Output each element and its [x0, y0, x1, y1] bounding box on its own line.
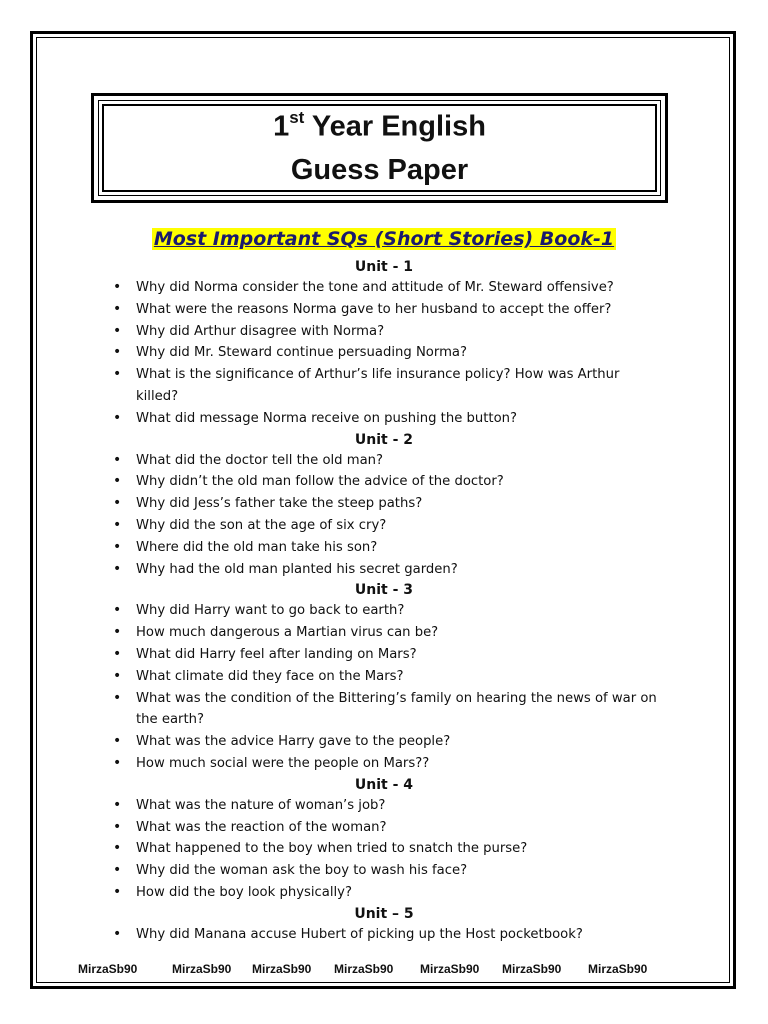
question-item: • What climate did they face on the Mars? — [0, 666, 768, 688]
question-list — [0, 924, 768, 946]
question-item: • Why did Harry want to go back to earth? — [0, 600, 768, 622]
question-item: • Why did Norma consider the tone and attitude of Mr. Steward offensive? — [0, 277, 768, 299]
question-item: • Why didn’t the old man follow the advice of the doctor? — [0, 471, 768, 493]
question-item: • How much social were the people on Mars?? — [0, 753, 768, 775]
footer-watermark: MirzaSb90 — [588, 962, 648, 976]
unit-heading: Unit - 1 — [354, 259, 414, 275]
title-line-2: Guess Paper — [290, 154, 469, 186]
question-item: • Why had the old man planted his secret garden? — [0, 559, 768, 581]
question-item: • What did message Norma receive on pushing the button? — [0, 408, 768, 430]
footer-watermark: MirzaSb90 — [78, 962, 138, 976]
question-item: • How did the boy look physically? — [0, 882, 768, 904]
question-item: • Why did Manana accuse Hubert of picking up the Host pocketbook? — [0, 924, 768, 946]
unit-heading: Unit - 3 — [354, 582, 414, 599]
question-item: • Why did Mr. Steward continue persuading Norma? — [0, 342, 768, 364]
question-list — [0, 450, 768, 581]
question-list — [0, 795, 768, 904]
question-item: • Why did the son at the age of six cry? — [0, 515, 768, 537]
footer-watermark: MirzaSb90 — [420, 962, 480, 976]
question-item: • What were the reasons Norma gave to her husband to accept the offer? — [0, 299, 768, 321]
title-text: Year English — [304, 110, 486, 143]
question-list — [0, 600, 768, 774]
question-item: • How much dangerous a Martian virus can be? — [0, 622, 768, 644]
footer-watermark: MirzaSb90 — [252, 962, 312, 976]
title-box — [91, 93, 668, 203]
question-list — [0, 277, 768, 430]
question-item: • What was the advice Harry gave to the people? — [0, 731, 768, 753]
unit-heading: Unit – 5 — [354, 905, 414, 922]
question-item: • What happened to the boy when tried to snatch the purse? — [0, 838, 768, 860]
footer-watermark: MirzaSb90 — [334, 962, 394, 976]
title-number: 1 — [273, 110, 290, 143]
footer — [78, 962, 678, 978]
question-item: • Why did the woman ask the boy to wash his face? — [0, 860, 768, 882]
question-item: • What did Harry feel after landing on Mars? — [0, 644, 768, 666]
question-item: • What was the condition of the Bittering’s family on hearing the news of war on the earth? — [0, 688, 768, 732]
section-title — [0, 228, 768, 250]
footer-watermark: MirzaSb90 — [502, 962, 562, 976]
question-item: • What is the significance of Arthur’s life insurance policy? How was Arthur killed? — [0, 364, 768, 408]
question-content — [0, 257, 768, 946]
unit-heading: Unit - 2 — [354, 431, 414, 448]
question-item: • What was the nature of woman’s job? — [0, 795, 768, 817]
question-item: • What did the doctor tell the old man? — [0, 450, 768, 472]
question-item: • Why did Jess’s father take the steep paths? — [0, 493, 768, 515]
footer-watermark: MirzaSb90 — [172, 962, 232, 976]
title-superscript: st — [289, 108, 305, 127]
section-title-text: Most Important SQs (Short Stories) Book-1 — [153, 228, 615, 250]
question-item: • Where did the old man take his son? — [0, 537, 768, 559]
unit-heading: Unit - 4 — [354, 776, 414, 793]
title-line-1 — [94, 110, 665, 144]
question-item: • Why did Arthur disagree with Norma? — [0, 321, 768, 343]
question-item: • What was the reaction of the woman? — [0, 817, 768, 839]
